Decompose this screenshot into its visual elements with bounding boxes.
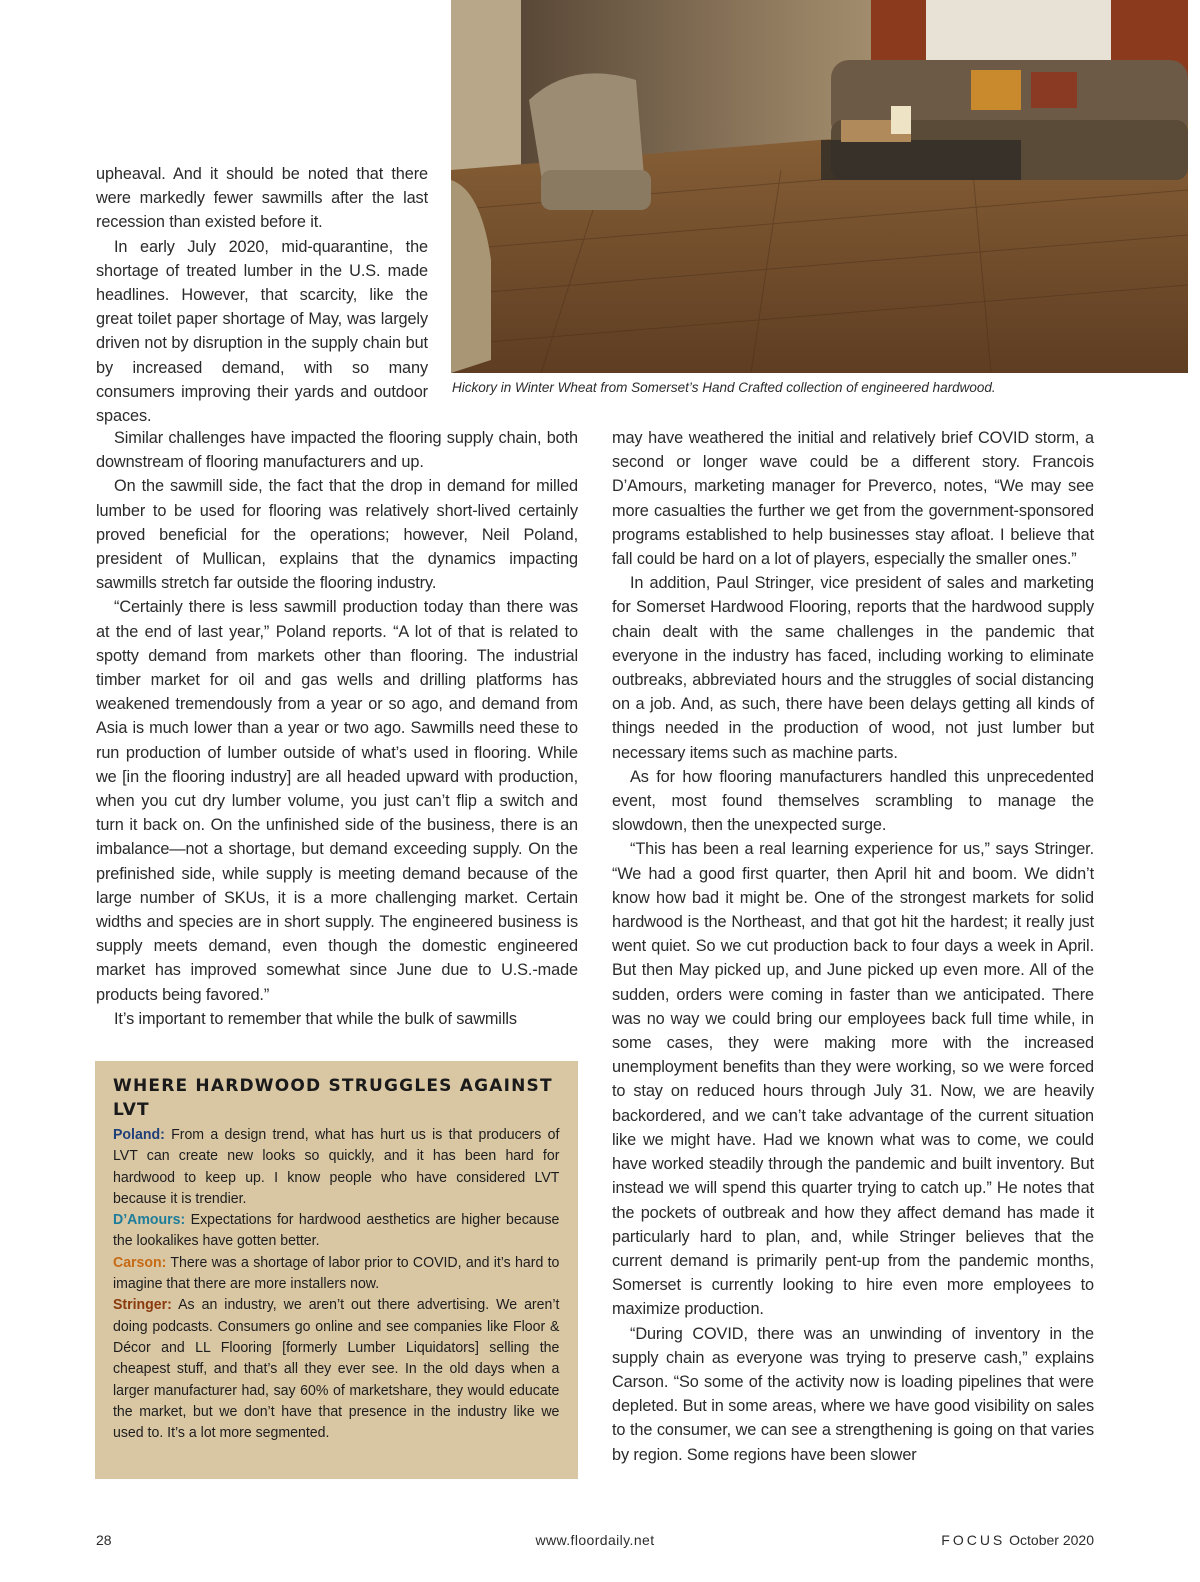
speaker-name: Stringer:: [113, 1296, 172, 1314]
paragraph: upheaval. And it should be noted that there were markedly fewer sawmills after the last recession than existed before it.: [96, 165, 428, 232]
paragraph: Similar challenges have impacted the flooring supply chain, both downstream of flooring manufacturers and up.: [96, 429, 578, 472]
page-footer: [96, 1532, 1094, 1552]
paragraph: As for how flooring manufacturers handled this unprecedented event, most found themselves scrambling to manage the slowdown, then the unexpected surge.: [612, 767, 1094, 835]
right-column: [612, 426, 1094, 1467]
paragraph: may have weathered the initial and relatively brief COVID storm, a second or longer wave could be a different story. Francois D’Amours, marketing manager for Preverco, notes, “We may see more casualties the further we get from the government-sponsored programs established to help businesses stay afloat. I believe that fall could be hard on a lot of players, especially the smaller ones.”: [612, 429, 1094, 569]
paragraph: “During COVID, there was an unwinding of inventory in the supply chain as everyone was trying to preserve cash,” explains Carson. “So some of the activity now is loading pipelines that were depleted. But in some areas, where we have good visibility on sales to the consumer, we can see a strengthening is going on that varies by region. Some regions have been slower: [612, 1324, 1094, 1464]
speaker-quote: There was a shortage of labor prior to COVID, and it’s hard to imagine that there are more installers now.: [113, 1253, 560, 1293]
paragraph: In early July 2020, mid-quarantine, the shortage of treated lumber in the U.S. made headlines. However, that scarcity, like the great toilet paper shortage of May, was largely driven not by disruption in the supply chain but by increased demand, with so many consumers improving their yards and outdoor spaces.: [96, 237, 428, 426]
paragraph: “Certainly there is less sawmill production today than there was at the end of last year,” Poland reports. “A lot of that is related to spotty demand from markets other than flooring. The industrial timber market for oil and gas wells and drilling platforms has weakened tremendously from a year or so ago, and demand from Asia is much lower than a year or two ago. Sawmills need these to run production of lumber outside of what’s used in flooring. While we [in the flooring industry] are all headed upward with production, when you cut dry lumber volume, you just can’t flip a switch and turn it back on. On the unfinished side of the business, there is an imbalance—not a shortage, but demand exceeding supply. On the prefinished side, while supply is meeting demand because of the large number of SKUs, it is a more challenging market. Certain widths and species are in short supply. The engineered business is supply meets demand, even though the domestic engineered market has improved somewhat since June due to U.S.-made products being favored.”: [96, 598, 578, 1004]
feature-photo: [451, 0, 1188, 373]
speaker-quote: As an industry, we aren’t out there advertising. We aren’t doing podcasts. Consumers go online and see companies like Floor & Décor and LL Flooring [formerly Lumber Liquidators] selling the cheapest stuff, and that’s all they ever see. In the old days when a larger manufacturer had, say 60% of marketshare, they would educate the market, but we don’t have that presence in the industry like we used to. It’s a lot more segmented.: [113, 1296, 560, 1442]
photo-caption: Hickory in Winter Wheat from Somerset’s Hand Crafted collection of engineered hardwood.: [452, 380, 996, 395]
sidebar-entry: [113, 1294, 559, 1443]
paragraph: “This has been a real learning experience for us,” says Stringer. “We had a good first quarter, then April hit and boom. We didn’t know how bad it might be. One of the strongest markets for solid hardwood is the Northeast, and that got hit the hardest; it really just went quiet. So we cut production back to four days a week in April. But then May picked up, and June picked up even more. All of the sudden, orders were coming in faster than we anticipated. There was no way we could bring our employees back full time while, in some cases, they were making more with the increased unemployment benefits than they were working, so we were forced to stay on reduced hours through July 31. Now, we are heavily backordered, and we can’t take advantage of the current situation like we might have. Had we known what was to come, we could have worked steadily through the pandemic and built inventory. But instead we will spend this quarter trying to catch up.” He notes that the pockets of outbreak and how they affect demand has made it particularly hard to plan, and, while Stringer believes that the current demand is primarily pent-up from the pandemic months, Somerset is currently looking to hire even more employees to maximize production.: [612, 840, 1094, 1319]
paragraph: In addition, Paul Stringer, vice president of sales and marketing for Somerset Hardwood Flooring, reports that the hardwood supply chain dealt with the same challenges in the pandemic that everyone in the industry has faced, including working to eliminate outbreaks, abbreviated hours and the struggles of social distancing on a job. And, as such, there have been delays getting all kinds of things needed in the production of wood, not just lumber but necessary items such as machine parts.: [612, 574, 1094, 762]
left-column: [96, 426, 578, 1031]
sidebar-title: WHERE HARDWOOD STRUGGLES AGAINST LVT: [113, 1076, 553, 1120]
magazine-name: FOCUS: [941, 1532, 1006, 1548]
left-column-top: [96, 162, 428, 428]
page-number: 28: [96, 1532, 112, 1548]
sidebar-entry: [113, 1209, 559, 1252]
paragraph: On the sawmill side, the fact that the drop in demand for milled lumber to be used for flooring was relatively short-lived certainly proved beneficial for the operations; however, Neil Poland, president of Mullican, explains that the dynamics impacting sawmills stretch far outside the flooring industry.: [96, 477, 578, 593]
footer-url: www.floordaily.net: [535, 1532, 655, 1548]
speaker-quote: Expectations for hardwood aesthetics are higher because the lookalikes have gotten better.: [113, 1211, 560, 1250]
sidebar-box: [95, 1061, 578, 1479]
speaker-name: Poland:: [113, 1126, 165, 1143]
sidebar-entry: [113, 1124, 559, 1209]
sidebar-entry: [113, 1252, 559, 1295]
speaker-name: D’Amours:: [113, 1211, 186, 1229]
speaker-name: Carson:: [113, 1253, 167, 1271]
footer-magazine: [941, 1532, 1094, 1548]
living-room-image: [451, 0, 1188, 373]
issue-date: October 2020: [1009, 1532, 1094, 1548]
paragraph: It’s important to remember that while the bulk of sawmills: [114, 1009, 517, 1028]
speaker-quote: From a design trend, what has hurt us is that producers of LVT can create new looks so quickly, and it has been hard for hardwood to keep up. I know people who have considered LVT because it is trendier.: [113, 1126, 560, 1207]
